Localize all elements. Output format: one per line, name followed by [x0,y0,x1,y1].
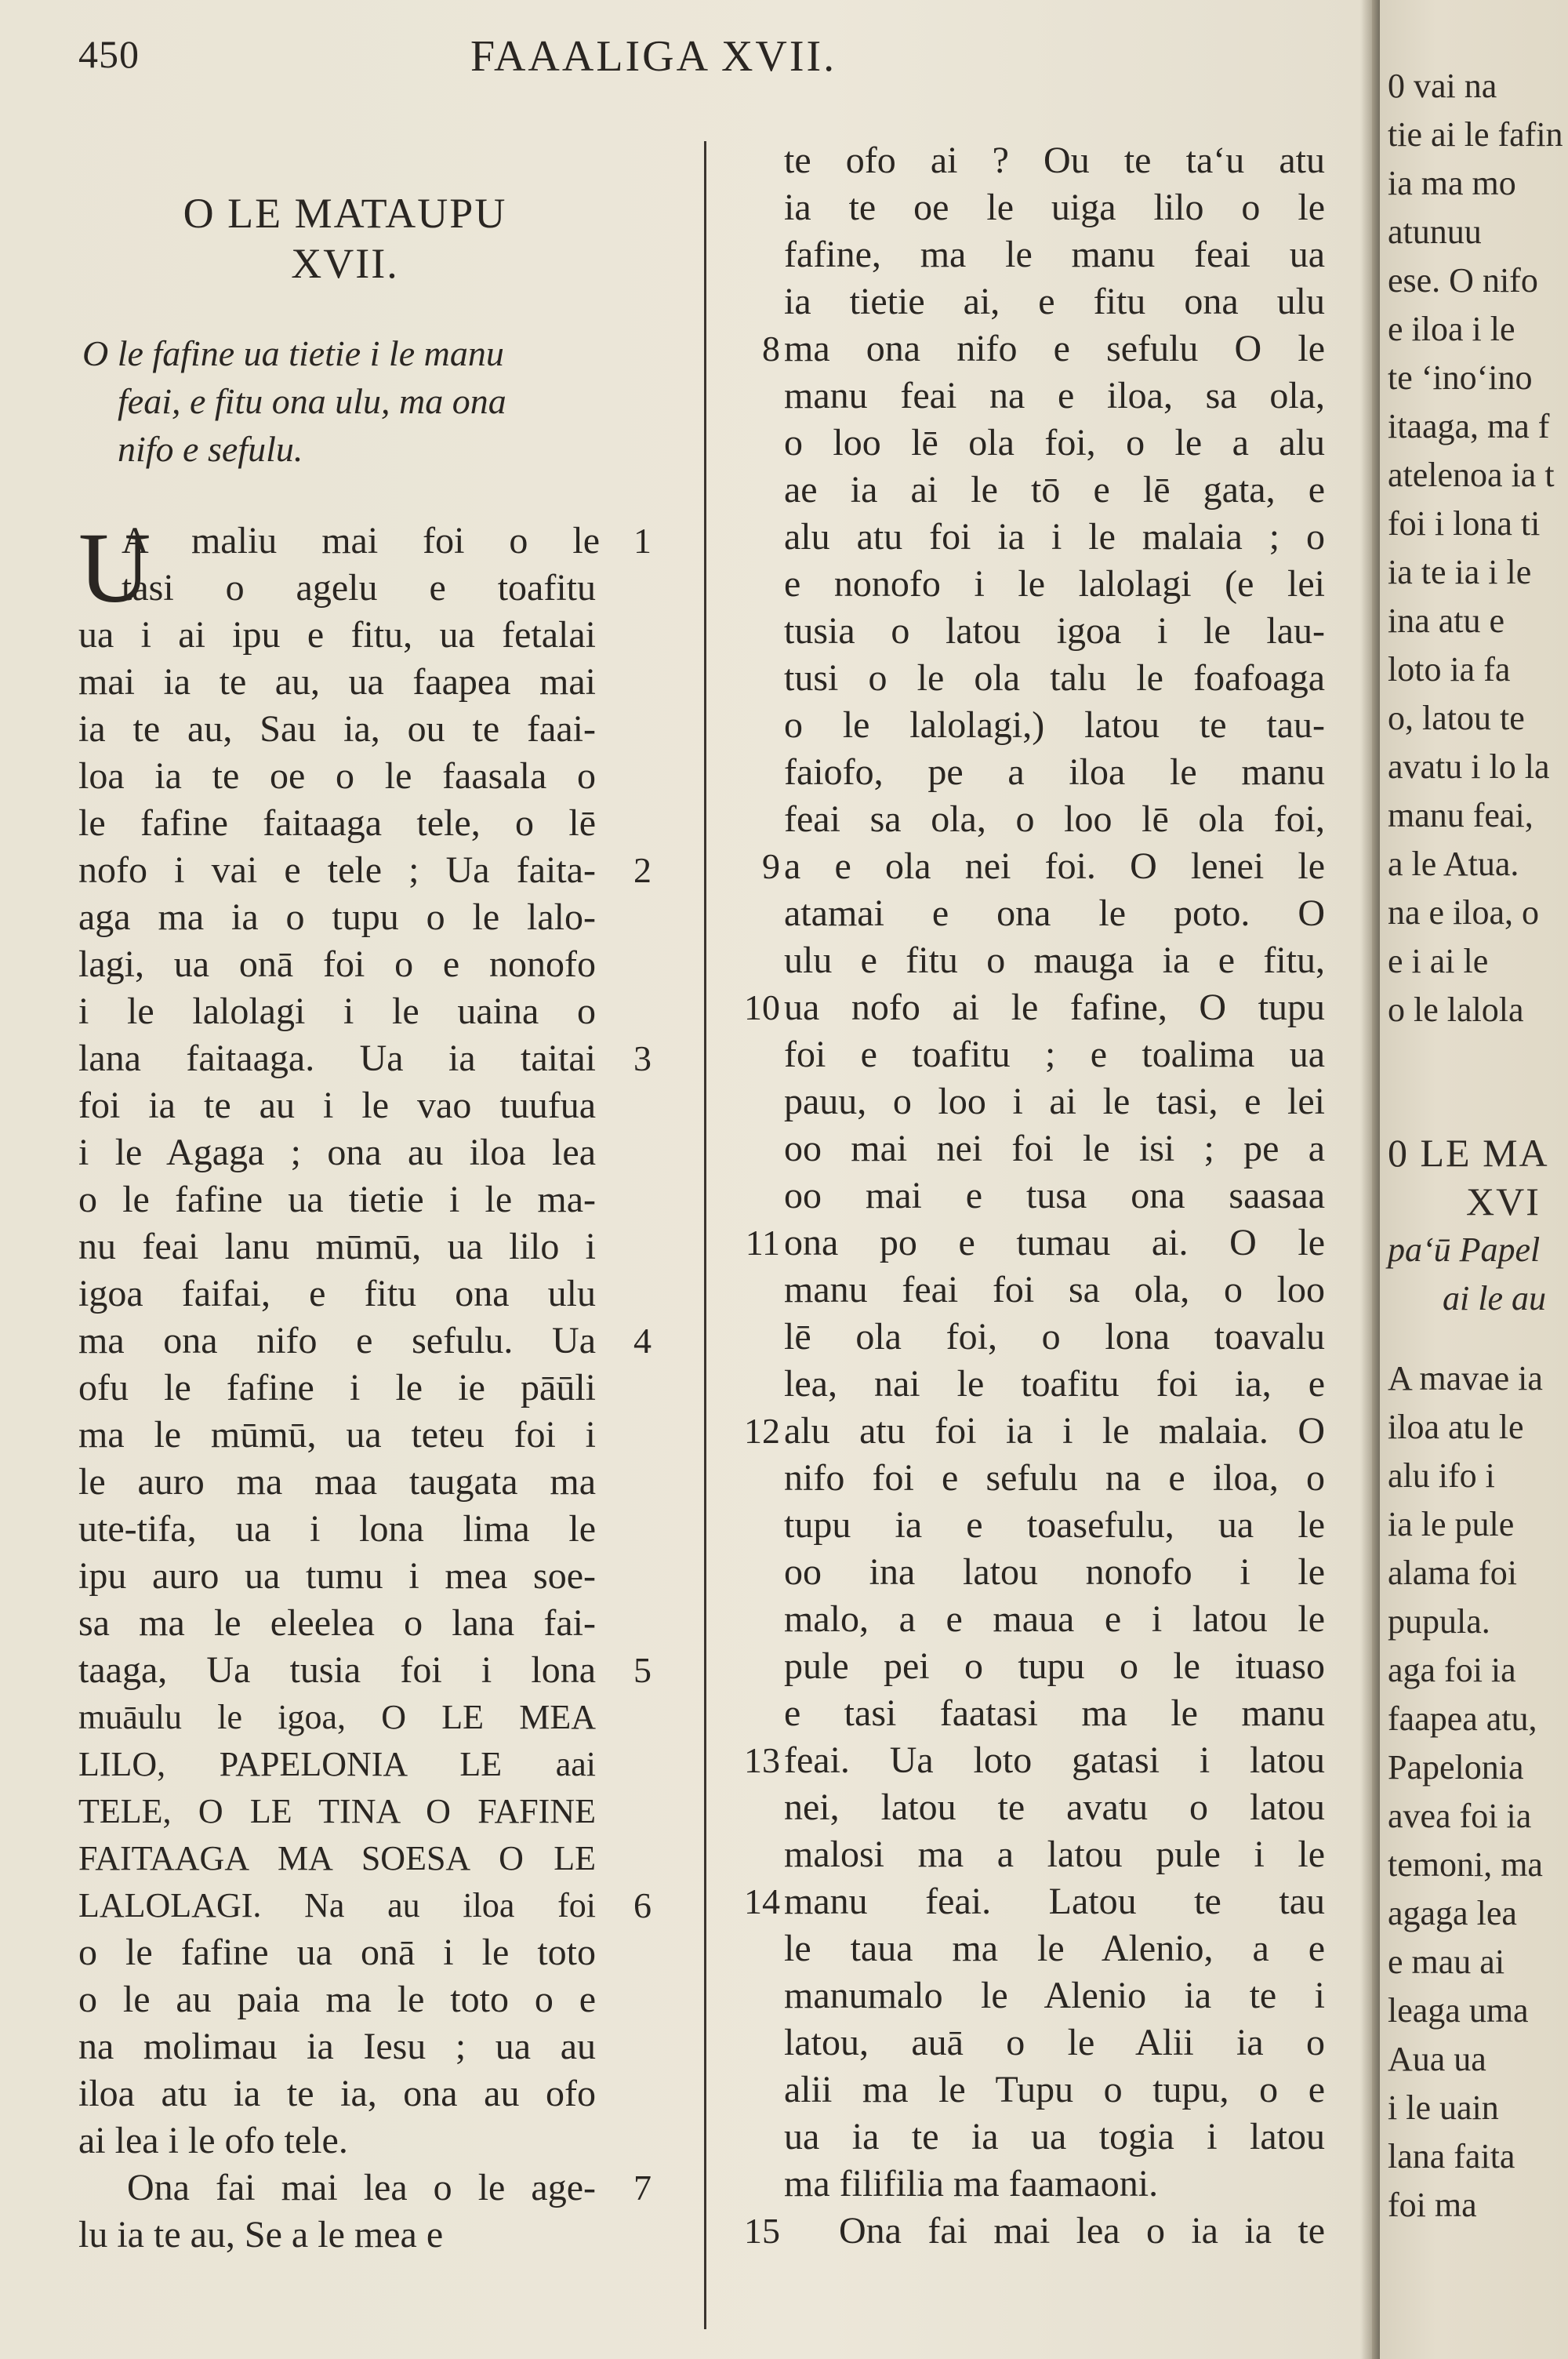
adjacent-text-line: a le Atua. [1388,845,1519,883]
verse-number: 8 [762,329,780,369]
column-divider [704,141,706,2329]
right-text-column [784,137,1329,2325]
text-line: ma filifilia ma faamaoni. [784,2163,1159,2205]
verse-number: 1 [633,521,652,561]
text-line: lea, nai le toafitu foi ia, e [784,1363,1325,1405]
text-line: sa ma le eleelea o lana fai- [78,1602,596,1644]
text-line: alii ma le Tupu o tupu, o e [784,2069,1325,2110]
adjacent-text-line: foi ma [1388,2186,1477,2224]
adjacent-page-text [1388,63,1568,2353]
verse-number: 2 [633,850,652,890]
text-line: taaga, Ua tusia foi i lona [78,1649,596,1691]
page-gutter [1360,0,1380,2359]
text-line: lana faitaaga. Ua ia taitai [78,1038,596,1079]
adjacent-text-line: alama foi [1388,1554,1517,1592]
text-line: A maliu mai foi o le [122,520,600,562]
adjacent-text-line: i le uain [1388,2088,1499,2127]
text-line: fafine, ma le manu feai ua [784,234,1325,275]
text-line: o le lalolagi,) latou te tau- [784,704,1325,746]
text-line: o le fafine ua onā i le toto [78,1932,596,1973]
adjacent-text-line: agaga lea [1388,1894,1517,1932]
text-line: oo mai nei foi le isi ; pe a [784,1128,1325,1169]
adjacent-text-line: pa‘ū Papel [1388,1230,1541,1269]
text-line: Ona fai mai lea o le age- [127,2167,596,2208]
verse-number: 12 [744,1411,780,1451]
text-line: foi ia te au i le vao tuufua [78,1085,596,1126]
text-line: tupu ia e toasefulu, ua le [784,1504,1325,1546]
verse-number: 14 [744,1881,780,1921]
text-line: le fafine faitaaga tele, o lē [78,802,596,844]
verse-number: 5 [633,1650,652,1690]
adjacent-text-line: avea foi ia [1388,1797,1532,1835]
text-line: oo ina latou nonofo i le [784,1551,1325,1593]
text-line: oo mai e tusa ona saasaa [784,1175,1325,1216]
adjacent-text-line: faapea atu, [1388,1699,1537,1738]
running-title: FAAALIGA XVII. [470,32,837,81]
summary-line: feai, e fitu ona ulu, ma ona [118,381,506,421]
summary-line: O le fafine ua tietie i le manu [82,333,504,373]
adjacent-text-line: iloa atu le [1388,1408,1524,1446]
adjacent-text-line: e mau ai [1388,1943,1505,1981]
text-line: ma ona nifo e sefulu. Ua [78,1320,596,1361]
text-line: le taua ma le Alenio, a e [784,1928,1325,1969]
text-line: malo, a e maua e i latou le [784,1598,1325,1640]
adjacent-text-line: ia le pule [1388,1505,1515,1543]
text-line: tasi o agelu e toafitu [122,567,596,609]
text-line: ua nofo ai le fafine, O tupu [784,987,1325,1028]
text-line: te ofo ai ? Ou te ta‘u atu [784,140,1325,181]
text-line: ia te au, Sau ia, ou te faai- [78,708,596,750]
drop-cap: U [78,512,151,623]
adjacent-text-line: o le lalola [1388,990,1524,1029]
text-line: Ona fai mai lea o ia ia te [839,2210,1325,2252]
text-line: ia tietie ai, e fitu ona ulu [784,281,1325,322]
text-line: muāulu le igoa, O LE MEA [78,1698,596,1736]
text-line: pule pei o tupu o le ituaso [784,1645,1325,1687]
adjacent-text-line: ia ma mo [1388,164,1516,202]
text-line: foi e toafitu ; e toalima ua [784,1034,1325,1075]
text-line: ae ia ai le tō e lē gata, e [784,469,1325,511]
adjacent-text-line: A mavae ia [1388,1359,1543,1398]
text-line: lē ola foi, o lona toavalu [784,1316,1325,1358]
text-line: manu feai foi sa ola, o loo [784,1269,1325,1310]
adjacent-text-line: atelenoa ia t [1388,456,1555,494]
text-line: manu feai. Latou te tau [784,1881,1325,1922]
adjacent-text-line: na e iloa, o [1388,893,1540,932]
verse-number: 11 [745,1223,780,1263]
adjacent-text-line: manu feai, [1388,796,1534,834]
text-line: ma ona nifo e sefulu O le [784,328,1325,369]
text-line: nu feai lanu mūmū, ua lilo i [78,1226,596,1267]
adjacent-text-line: Papelonia [1388,1748,1524,1787]
left-text-column [78,512,659,2353]
text-line: i le lalolagi i le uaina o [78,990,596,1032]
text-line: mai ia te au, ua faapea mai [78,661,596,703]
text-line: faiofo, pe a iloa le manu [784,751,1325,793]
text-line: alu atu foi ia i le malaia ; o [784,516,1325,558]
adjacent-text-line: 0 LE MA [1388,1131,1549,1175]
text-line: tusi o le ola talu le foafoaga [784,657,1325,699]
adjacent-text-line: te ‘ino‘ino [1388,358,1533,397]
text-line: iloa atu ia te ia, ona au ofo [78,2073,596,2114]
adjacent-text-line: ina atu e [1388,602,1505,640]
text-line: lagi, ua onā foi o e nonofo [78,943,596,985]
verse-number: 13 [744,1740,780,1780]
verse-number: 15 [744,2211,780,2251]
text-line: feai. Ua loto gatasi i latou [784,1739,1325,1781]
text-line: nei, latou te avatu o latou [784,1787,1325,1828]
text-line: manumalo le Alenio ia te i [784,1975,1325,2016]
right-verse-numbers [725,137,780,2325]
text-line: igoa faifai, e fitu ona ulu [78,1273,596,1314]
text-line: i le Agaga ; ona au iloa lea [78,1132,596,1173]
text-line: aga ma ia o tupu o le lalo- [78,896,596,938]
text-line: ute-tifa, ua i lona lima le [78,1508,596,1550]
adjacent-text-line: leaga uma [1388,1991,1529,2030]
text-line: ai lea i le ofo tele. [78,2120,348,2161]
text-line: na molimau ia Iesu ; ua au [78,2026,596,2067]
chapter-number: XVII. [291,240,399,287]
verse-number: 7 [633,2168,652,2208]
text-line: alu atu foi ia i le malaia. O [784,1410,1325,1452]
adjacent-page [1380,0,1568,2359]
adjacent-text-line: loto ia fa [1388,650,1511,689]
text-line: atamai e ona le poto. O [784,892,1325,934]
text-line: e tasi faatasi ma le manu [784,1692,1325,1734]
chapter-title [78,188,612,289]
text-line: ipu auro ua tumu i mea soe- [78,1555,596,1597]
verse-number: 4 [633,1321,652,1361]
text-line: latou, auā o le Alii ia o [784,2022,1325,2063]
verse-number: 9 [762,846,780,886]
verse-number: 3 [633,1038,652,1078]
adjacent-text-line: Aua ua [1388,2040,1486,2078]
adjacent-text-line: ai le au [1443,1279,1546,1318]
text-line: ofu le fafine i le ie pāūli [78,1367,596,1408]
text-line: a e ola nei foi. O lenei le [784,845,1325,887]
adjacent-text-line: temoni, ma [1388,1845,1543,1884]
text-line: ma le mūmū, ua teteu foi i [78,1414,596,1456]
text-line: ua i ai ipu e fitu, ua fetalai [78,614,596,656]
text-line: ona po e tumau ai. O le [784,1222,1325,1263]
text-line: o loo lē ola foi, o le a alu [784,422,1325,463]
adjacent-text-line: atunuu [1388,213,1482,251]
adjacent-text-line: ia te ia i le [1388,553,1532,591]
adjacent-text-line: aga foi ia [1388,1651,1516,1689]
adjacent-text-line: e i ai le [1388,942,1489,980]
adjacent-text-line: itaaga, ma f [1388,407,1550,445]
adjacent-text-line: e iloa i le [1388,310,1515,348]
text-line: loa ia te oe o le faasala o [78,755,596,797]
text-line: e nonofo i le lalolagi (e lei [784,563,1325,605]
text-line: ia te oe le uiga lilo o le [784,187,1325,228]
page-number: 450 [78,32,140,76]
text-line: FAITAAGA MA SOESA O LE [78,1839,596,1877]
adjacent-text-line: 0 vai na [1388,67,1497,105]
text-line: manu feai na e iloa, sa ola, [784,375,1325,416]
text-line: nifo foi e sefulu na e iloa, o [784,1457,1325,1499]
adjacent-text-line: tie ai le fafin [1388,115,1563,154]
text-line: le auro ma maa taugata ma [78,1461,596,1503]
running-head [78,31,1333,86]
chapter-title-line: O LE MATAUPU [183,190,507,237]
adjacent-text-line: ese. O nifo [1388,261,1538,300]
text-line: feai sa ola, o loo lē ola foi, [784,798,1325,840]
adjacent-text-line: pupula. [1388,1602,1490,1641]
text-line: LALOLAGI. Na au iloa foi [78,1886,596,1925]
text-line: lu ia te au, Se a le mea e [78,2214,444,2255]
chapter-summary [82,329,631,473]
text-line: ulu e fitu o mauga ia e fitu, [784,940,1325,981]
text-line: LILO, PAPELONIA LE aai [78,1745,596,1783]
left-verse-numbers [633,518,665,2353]
text-line: TELE, O LE TINA O FAFINE [78,1792,596,1830]
verse-number: 6 [633,1885,652,1925]
text-line: o le au paia ma le toto o e [78,1979,596,2020]
adjacent-text-line: alu ifo i [1388,1456,1495,1495]
adjacent-text-line: XVI [1466,1180,1541,1223]
text-line: o le fafine ua tietie i le ma- [78,1179,596,1220]
summary-line: nifo e sefulu. [118,429,303,469]
text-line: nofo i vai e tele ; Ua faita- [78,849,596,891]
text-line: tusia o latou igoa i le lau- [784,610,1325,652]
text-line: malosi ma a latou pule i le [784,1834,1325,1875]
verse-number: 10 [744,987,780,1027]
adjacent-text-line: foi i lona ti [1388,504,1541,543]
text-line: pauu, o loo i ai le tasi, e lei [784,1081,1325,1122]
text-line: ua ia te ia ua togia i latou [784,2116,1325,2157]
adjacent-text-line: lana faita [1388,2137,1515,2175]
adjacent-text-line: o, latou te [1388,699,1525,737]
adjacent-text-line: avatu i lo la [1388,747,1550,786]
